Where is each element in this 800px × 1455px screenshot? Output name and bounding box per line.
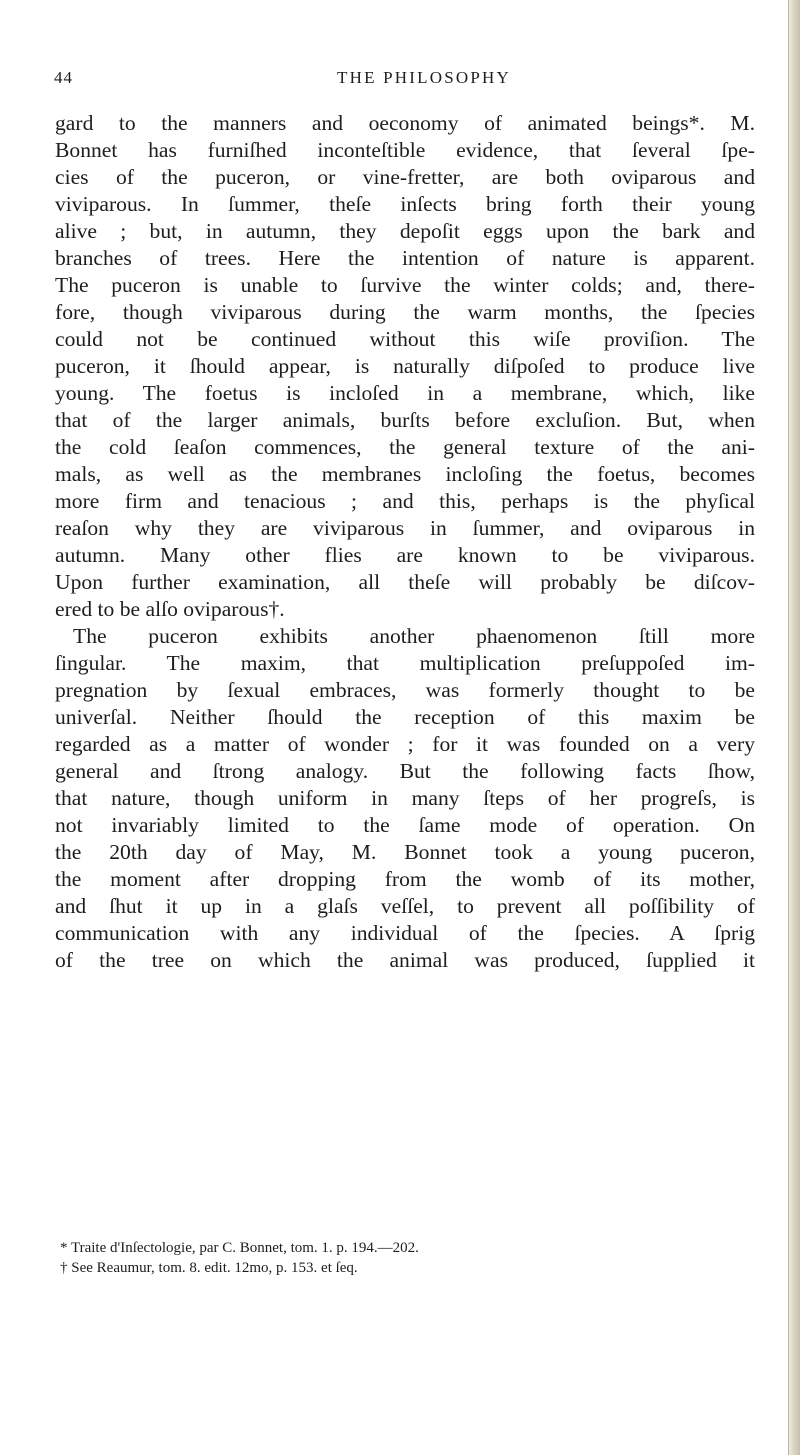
text-line-3: cies of the puceron, or vine-fretter, are both oviparous and bbox=[55, 165, 755, 189]
text-line-12: that of the larger animals, burſts before excluſion. But, when bbox=[55, 408, 755, 432]
text-line-27: not invariably limited to the ſame mode of operation. On bbox=[55, 813, 755, 837]
text-line-2: Bonnet has furniſhed inconteſtible evidence, that ſeveral ſpe- bbox=[55, 138, 755, 162]
text-line-22: pregnation by ſexual embraces, was formerly thought to be bbox=[55, 678, 755, 702]
text-line-17: autumn. Many other flies are known to be viviparous. bbox=[55, 543, 755, 567]
text-line-30: and ſhut it up in a glaſs veſſel, to prevent all poſſibility of bbox=[55, 894, 755, 918]
text-line-1: gard to the manners and oeconomy of animated beings*. M. bbox=[55, 111, 755, 135]
text-line-31: communication with any individual of the ſpecies. A ſprig bbox=[55, 921, 755, 945]
text-line-16: reaſon why they are viviparous in ſummer, and oviparous in bbox=[55, 516, 755, 540]
page-number: 44 bbox=[54, 68, 73, 87]
text-line-19: ered to be alſo oviparous†. bbox=[55, 597, 285, 621]
running-head: THE PHILOSOPHY bbox=[337, 68, 511, 87]
text-line-24: regarded as a matter of wonder ; for it was founded on a very bbox=[55, 732, 755, 756]
text-line-9: could not be continued without this wiſe proviſion. The bbox=[55, 327, 755, 351]
text-line-4: viviparous. In ſummer, theſe inſects bring forth their young bbox=[55, 192, 755, 216]
page-edge-shadow bbox=[788, 0, 800, 1455]
text-line-6: branches of trees. Here the intention of nature is apparent. bbox=[55, 246, 755, 270]
text-line-8: fore, though viviparous during the warm months, the ſpecies bbox=[55, 300, 755, 324]
footnote-1: * Traite d'Inſectologie, par C. Bonnet, tom. 1. p. 194.—202. bbox=[60, 1240, 419, 1256]
body-text bbox=[55, 110, 755, 974]
text-line-28: the 20th day of May, M. Bonnet took a young puceron, bbox=[55, 840, 755, 864]
footnotes bbox=[55, 1238, 755, 1278]
text-line-13: the cold ſeaſon commences, the general texture of the ani- bbox=[55, 435, 755, 459]
text-line-20: The puceron exhibits another phaenomenon ſtill more bbox=[73, 624, 755, 648]
text-line-10: puceron, it ſhould appear, is naturally diſpoſed to produce live bbox=[55, 354, 755, 378]
text-line-25: general and ſtrong analogy. But the following facts ſhow, bbox=[55, 759, 755, 783]
text-line-32: of the tree on which the animal was produced, ſupplied it bbox=[55, 948, 755, 972]
text-line-15: more firm and tenacious ; and this, perhaps is the phyſical bbox=[55, 489, 755, 513]
text-line-11: young. The foetus is incloſed in a membrane, which, like bbox=[55, 381, 755, 405]
text-line-5: alive ; but, in autumn, they depoſit eggs upon the bark and bbox=[55, 219, 755, 243]
text-line-7: The puceron is unable to ſurvive the winter colds; and, there- bbox=[55, 273, 755, 297]
text-line-23: univerſal. Neither ſhould the reception of this maxim be bbox=[55, 705, 755, 729]
text-line-21: ſingular. The maxim, that multiplication preſuppoſed im- bbox=[55, 651, 755, 675]
text-line-18: Upon further examination, all theſe will probably be diſcov- bbox=[55, 570, 755, 594]
footnote-2: † See Reaumur, tom. 8. edit. 12mo, p. 153. et ſeq. bbox=[60, 1260, 358, 1276]
page-header bbox=[54, 68, 754, 92]
text-line-29: the moment after dropping from the womb of its mother, bbox=[55, 867, 755, 891]
text-line-26: that nature, though uniform in many ſteps of her progreſs, is bbox=[55, 786, 755, 810]
text-line-14: mals, as well as the membranes incloſing the foetus, becomes bbox=[55, 462, 755, 486]
